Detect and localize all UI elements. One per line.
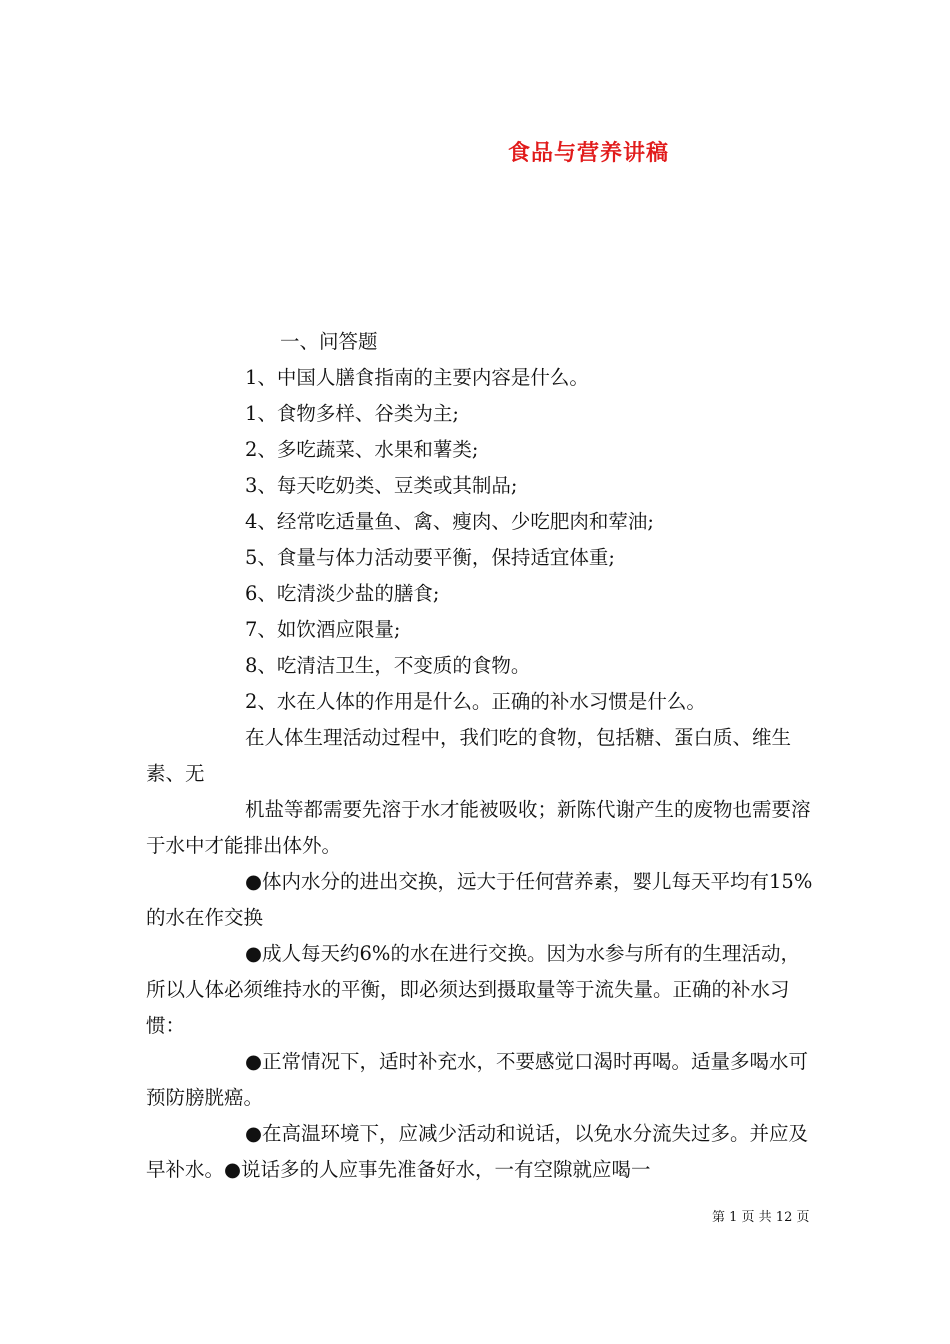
answer-item-4: 4、经常吃适量鱼、禽、瘦肉、少吃肥肉和荤油; [245,510,654,533]
answer-item-2: 2、多吃蔬菜、水果和薯类; [245,438,479,461]
answer-item-1: 1、食物多样、谷类为主; [245,402,459,425]
answer-item-6: 6、吃清淡少盐的膳食; [245,582,440,605]
question-1: 1、中国人膳食指南的主要内容是什么。 [245,366,589,389]
bullet-paragraph: ●成人每天约6%的水在进行交换。因为水参与所有的生理活动，所以人体必须维持水的平衡，即必须达到摄取量等于流失量。正确的补水习惯： [146,942,800,1037]
answer-item-8: 8、吃清洁卫生，不变质的食物。 [245,654,531,677]
bullet-paragraph: ●体内水分的进出交换，远大于任何营养素，婴儿每天平均有15%的水在作交换 [146,870,813,929]
document-body [146,324,816,1188]
bullet-paragraph: ●正常情况下，适时补充水，不要感觉口渴时再喝。适量多喝水可预防膀胱癌。 [146,1050,809,1109]
body-paragraph: 机盐等都需要先溶于水才能被吸收；新陈代谢产生的废物也需要溶于水中才能排出体外。 [146,798,811,857]
section-heading: 一、问答题 [280,330,378,353]
answer-item-3: 3、每天吃奶类、豆类或其制品; [245,474,518,497]
document-title: 食品与营养讲稿 [508,140,670,166]
bullet-paragraph: ●在高温环境下，应减少活动和说话，以免水分流失过多。并应及早补水。●说话多的人应事先准备好水，一有空隙就应喝一 [146,1122,809,1181]
answer-item-7: 7、如饮酒应限量; [245,618,401,641]
body-paragraph: 在人体生理活动过程中，我们吃的食物，包括糖、蛋白质、维生素、无 [146,726,792,785]
question-2: 2、水在人体的作用是什么。正确的补水习惯是什么。 [245,690,706,713]
page-number-footer: 第 1 页 共 12 页 [712,1210,810,1225]
answer-item-5: 5、食量与体力活动要平衡，保持适宜体重; [245,546,615,569]
